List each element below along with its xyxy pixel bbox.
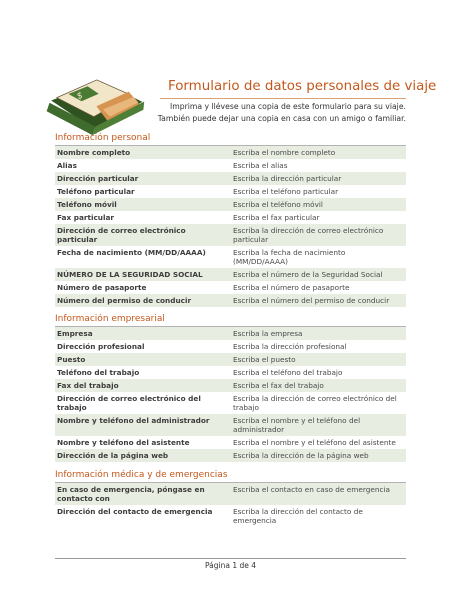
table-row	[55, 366, 406, 379]
table-row	[55, 294, 406, 307]
field-label: Dirección particular	[57, 174, 139, 183]
table-row	[55, 340, 406, 353]
field-value[interactable]: Escriba el número de pasaporte	[233, 283, 350, 292]
field-label: Dirección de correo electrónico particular	[57, 226, 186, 244]
field-label: Nombre completo	[57, 148, 131, 157]
field-value[interactable]: Escriba la dirección de correo electrónico particular	[233, 226, 384, 244]
table-row	[55, 224, 406, 246]
table-row	[55, 392, 406, 414]
field-value[interactable]: Escriba la dirección particular	[233, 174, 342, 183]
field-label: Teléfono del trabajo	[57, 368, 140, 377]
field-label: Dirección de la página web	[57, 451, 169, 460]
table-row	[55, 159, 406, 172]
table-row	[55, 146, 406, 159]
section-title-medical: Información médica y de emergencias	[55, 470, 228, 480]
field-label: Teléfono móvil	[57, 200, 117, 209]
field-label: Nombre y teléfono del asistente	[57, 438, 190, 447]
field-label: Número del permiso de conducir	[57, 296, 192, 305]
field-value[interactable]: Escriba el fax del trabajo	[233, 381, 324, 390]
page-title: Formulario de datos personales de viaje	[168, 79, 437, 94]
field-label: Dirección de correo electrónico del trabajo	[57, 394, 201, 412]
table-row	[55, 198, 406, 211]
table-row	[55, 185, 406, 198]
field-value[interactable]: Escriba la fecha de nacimiento (MM/DD/AAAA)	[233, 248, 346, 266]
table-row	[55, 353, 406, 366]
field-label: Número de pasaporte	[57, 283, 147, 292]
passport-wallet-icon	[44, 68, 152, 138]
medical-info-table	[55, 483, 406, 527]
field-label: Fecha de nacimiento (MM/DD/AAAA)	[57, 248, 206, 257]
field-value[interactable]: Escriba el contacto en caso de emergencia	[233, 485, 390, 494]
field-value[interactable]: Escriba el teléfono del trabajo	[233, 368, 343, 377]
table-row	[55, 449, 406, 462]
page-number: Página 1 de 4	[204, 561, 257, 570]
field-value[interactable]: Escriba el número de la Seguridad Social	[233, 270, 383, 279]
field-label: Dirección profesional	[57, 342, 145, 351]
table-row	[55, 281, 406, 294]
field-label: Empresa	[57, 329, 93, 338]
field-label: Fax particular	[57, 213, 115, 222]
section-title-business: Información empresarial	[55, 314, 165, 324]
table-row	[55, 414, 406, 436]
field-value[interactable]: Escriba el nombre y el teléfono del administrador	[233, 416, 361, 434]
field-label: En caso de emergencia, póngase en contacto con	[57, 485, 205, 503]
table-row	[55, 436, 406, 449]
table-row	[55, 327, 406, 340]
svg-text:$: $	[76, 91, 84, 102]
intro-text	[150, 101, 406, 124]
field-value[interactable]: Escriba el número del permiso de conducir	[233, 296, 390, 305]
field-label: Nombre y teléfono del administrador	[57, 416, 210, 425]
field-value[interactable]: Escriba el nombre completo	[233, 148, 336, 157]
field-value[interactable]: Escriba la empresa	[233, 329, 303, 338]
field-value[interactable]: Escriba el puesto	[233, 355, 296, 364]
field-label: Dirección del contacto de emergencia	[57, 507, 213, 516]
field-label: Teléfono particular	[57, 187, 135, 196]
field-value[interactable]: Escriba el fax particular	[233, 213, 320, 222]
field-label: Fax del trabajo	[57, 381, 119, 390]
title-underline	[160, 98, 406, 99]
field-value[interactable]: Escriba la dirección profesional	[233, 342, 347, 351]
intro-line-2: También puede dejar una copia en casa con un amigo o familiar.	[157, 113, 406, 123]
field-value[interactable]: Escriba la dirección de correo electrónico del trabajo	[233, 394, 397, 412]
table-row	[55, 211, 406, 224]
table-row	[55, 268, 406, 281]
field-label: Puesto	[57, 355, 86, 364]
table-row	[55, 246, 406, 268]
field-value[interactable]: Escriba el nombre y el teléfono del asistente	[233, 438, 396, 447]
table-row	[55, 483, 406, 505]
table-row	[55, 172, 406, 185]
section-title-personal: Información personal	[55, 133, 151, 143]
field-value[interactable]: Escriba la dirección del contacto de emergencia	[233, 507, 363, 525]
intro-line-1: Imprima y llévese una copia de este formulario para su viaje.	[169, 102, 406, 111]
field-value[interactable]: Escriba la dirección de la página web	[233, 451, 369, 460]
table-row	[55, 505, 406, 527]
field-label: Alias	[57, 161, 77, 170]
footer-rule	[55, 558, 406, 559]
table-row	[55, 379, 406, 392]
field-value[interactable]: Escriba el alias	[233, 161, 288, 170]
field-label: NÚMERO DE LA SEGURIDAD SOCIAL	[57, 270, 203, 279]
field-value[interactable]: Escriba el teléfono móvil	[233, 200, 323, 209]
business-info-table	[55, 327, 406, 462]
field-value[interactable]: Escriba el teléfono particular	[233, 187, 339, 196]
personal-info-table	[55, 146, 406, 307]
